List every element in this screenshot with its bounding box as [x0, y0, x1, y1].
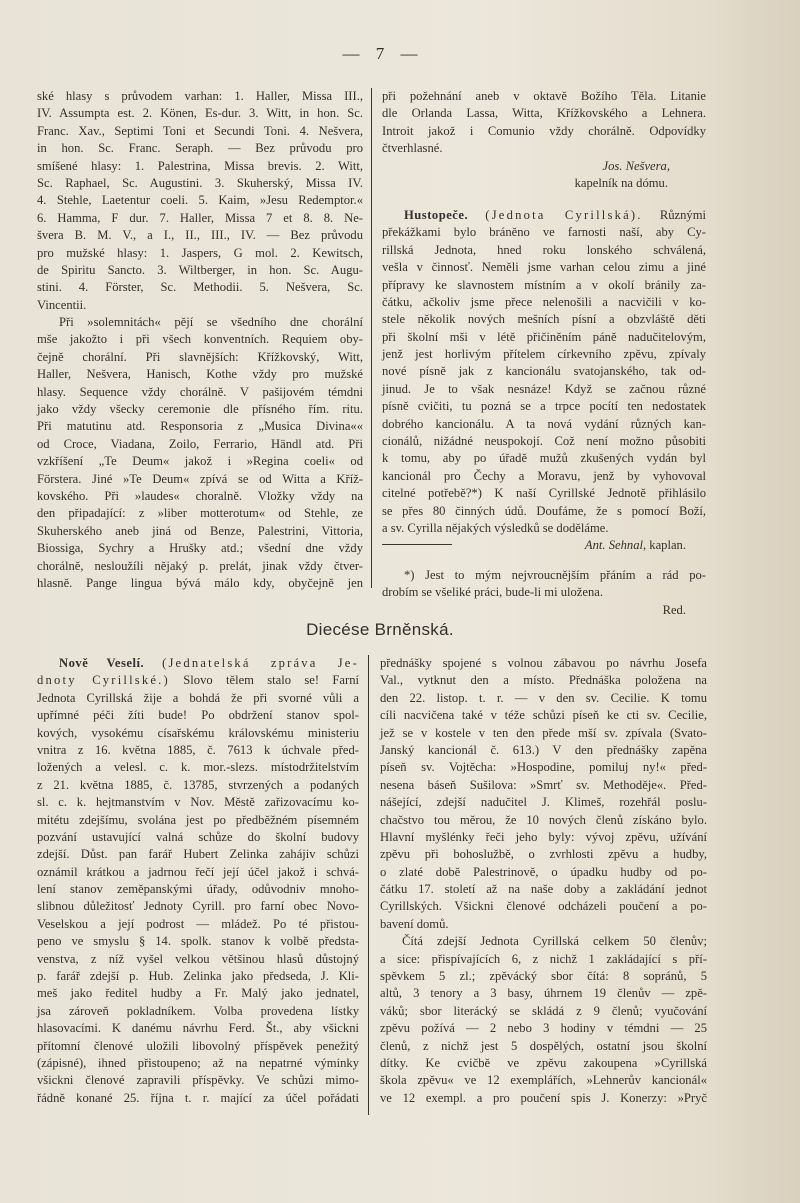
- text-line: Při matutinu atd. Responsoria z „Musica Divina««: [37, 419, 363, 434]
- text-line: vzkříšení „Te Deum« jakož i »Regina coeli« od: [37, 454, 363, 469]
- text-line: z 21. května 1885, č. 13785, stvrzených a podaných: [37, 777, 359, 792]
- text-line: při školní mši v létě přičiněním páně nadučitelovým,: [382, 329, 706, 344]
- text-line: hlasy. Sequence vždy chorálně. V pašijovém témdni: [37, 384, 363, 399]
- column-divider: [368, 655, 369, 1115]
- signature-name: Ant. Sehnal: [584, 538, 643, 553]
- text-line: váků; sbor literácký se skládá z 9 členů; vyučování: [380, 1003, 707, 1018]
- text-line: in hon. Sc. Franc. Seraph. — Bez průvodu pro: [37, 141, 363, 156]
- text-line: a sice: přispívajících 6, z nichž 1 zakládající s pří-: [380, 951, 707, 966]
- text-line: zdejší. Důst. pan farář Hubert Zelinka zahájiv schůzi: [37, 847, 359, 862]
- signature-title: kapelník na dómu.: [574, 175, 668, 190]
- text-line: jež se v kostele v ten den přede mší sv. zpívala (Svato-: [380, 725, 707, 740]
- text-line: hlasně. Pange lingua bývá málo kdy, obyčejně jen: [37, 575, 363, 590]
- text-line: a sv. Cyrilla nějakých výsledků se doděláme.: [382, 520, 609, 535]
- text-line: jsa zároveň pokladníkem. Volba provedena lístky: [37, 1003, 359, 1018]
- text-line: chačstvo tou měrou, že 10 nových členů získáno bylo.: [380, 812, 707, 827]
- text-line: Introit jakož i Comunio vždy chorálně. Odpovídky: [382, 123, 706, 138]
- text-line: pozvání ustavující valná schůze do školní budovy: [37, 829, 359, 844]
- signature-sehnal: [382, 537, 706, 554]
- article-title: Nově Veselí.: [59, 656, 145, 670]
- article-nove-veseli-first-line: [37, 655, 359, 672]
- column-divider: [371, 88, 372, 588]
- right-bottom-column: [380, 655, 707, 1107]
- text-line: bavení domů.: [380, 916, 449, 931]
- article-hustopece-first-line: [382, 207, 706, 224]
- text-line: oznámil krátkou a jadrnou řečí její účel jakož i schvá-: [37, 864, 359, 879]
- text-line: píseň sv. Vojtěcha: »Hospodine, pomiluj ny!« před-: [380, 760, 707, 775]
- text-line: IV. Assumpta est. 2. Könen, Es-dur. 3. Witt, in hon. Sc.: [37, 106, 363, 121]
- text-line: kancionál pro Čechy a Moravu, jenž by vyhovoval: [382, 468, 706, 483]
- text-line: rillská Jednota, hned roku lonského schválená,: [382, 242, 706, 257]
- text-line: (zápisné), ihned přistoupeno; až na nepatrné výminky: [37, 1055, 359, 1070]
- text-line: smíšené hlasy: 1. Palestrina, Missa brevis. 2. Witt,: [37, 158, 363, 173]
- text-line: peno ve smyslu § 14. spolk. stanov k volbě předsta-: [37, 934, 359, 949]
- text-line: lení stanov zeměpanskými úřady, odůvodniv mnoho-: [37, 882, 359, 897]
- text-line: o zlaté době Palestrinově, o úpadku hudby od po-: [380, 864, 707, 879]
- text-line: škola zpěvu« ve 12 exemplářích, »Lehnerův kancionál«: [380, 1073, 707, 1088]
- text-line: dítky. Ke cvičbě ve zpěvu zakoupena »Cyrillská: [380, 1055, 707, 1070]
- text-line: jenž jest horlivým přítelem církevního zpěvu, zpívaly: [382, 347, 706, 362]
- text-line: meš jako ředitel hudby a Fr. Malý jako jednatel,: [37, 986, 359, 1001]
- text-line: Jednota Cyrillská žije a bohdá že při svorné vůli a: [37, 690, 359, 705]
- text-line: Franc. Xav., Septimi Toni et Secundi Toni. 4. Nešvera,: [37, 123, 363, 138]
- text-line: k tomu, aby po úřadě mužů zkušených vydán byl: [382, 451, 706, 466]
- text-line: čátku, ačkoliv jsme přece nelenošili a nacvičili v ko-: [382, 294, 706, 309]
- text-line: řádně konané 25. října t. r. mající za účel pořádati: [37, 1090, 359, 1105]
- text-line: dle Orlanda Lassa, Witta, Křížkovského a Lehnera.: [382, 106, 706, 121]
- text-line: jako vždy všecky ceremonie dle přísného řím. ritu.: [37, 402, 363, 417]
- text-line: 4. Stehle, Laetentur coeli. 5. Kaim, »Jesu Redemptor.«: [37, 193, 363, 208]
- text-line-part: Slovo tělem stalo se! Farní: [183, 673, 359, 688]
- text-line: Vincentii.: [37, 297, 87, 312]
- left-bottom-column: [37, 655, 359, 1107]
- text-line: zpěvu při bohoslužbě, o zvrhlosti zpěvu a hudby,: [380, 847, 707, 862]
- article-title: Hustopeče.: [404, 207, 469, 222]
- signature-title: , kaplan.: [642, 538, 686, 553]
- text-line: Biossiga, Sychry a Hrušky atd.; všední dne vždy: [37, 541, 363, 556]
- text-line: cionálů, nižádné neuspokojí. Což není možno působiti: [382, 434, 706, 449]
- text-line: den 22. listop. t. r. — v den sv. Cecilie. K tomu: [380, 690, 707, 705]
- text-line: p. farář zdejší p. Hub. Zelinka jako předseda, J. Kli-: [37, 969, 359, 984]
- text-line: všickni členové zapravili příspěvky. Ve schůzi mimo-: [37, 1073, 359, 1088]
- text-line: stini. 4. Förster, Sc. Methodii. 5. Nešvera, Sc.: [37, 280, 363, 295]
- left-top-column: [37, 88, 363, 592]
- text-line: vnitra z 16. května 1885, č. 7613 k úchvale před-: [37, 742, 359, 757]
- text-line: chorálně, nesloužíli nějaký p. prelát, jinak vždy čtver-: [37, 558, 363, 573]
- text-line: překážkami bylo bráněno ve farnosti naší, aby Cy-: [382, 225, 706, 240]
- article-subtitle: (Jednota Cyrillská).: [485, 207, 643, 222]
- text-line: nesena báseň Sušilova: »Smrť sv. Methoděje«. Před-: [380, 777, 707, 792]
- text-line: [37, 672, 359, 689]
- text-line: ložených a velesl. c. k. mor.-slezs. místodržitelstvím: [37, 760, 359, 775]
- text-line: den připadající: z »liber motterotum« od Stehle, ze: [37, 506, 363, 521]
- text-line: nášející, zdejší nadučitel J. Klimeš, rozehřál poslu-: [380, 795, 707, 810]
- text-line: kových, vysokému císařskému královskému ministeriu: [37, 725, 359, 740]
- text-line: Hlavní myšlénky řeči jeho byly: vývoj zpěvu, užívání: [380, 829, 707, 844]
- text-line: ské hlasy s průvodem varhan: 1. Haller, Missa III.,: [37, 89, 363, 103]
- text-line: vešla v činnosť. Neměli jsme varhan celou zimu a jiné: [382, 260, 706, 275]
- text-line: Veselskou a její podrost — mládež. Po té přistou-: [37, 916, 359, 931]
- text-line: drobím se všeliké práci, bude-li mi uložena.: [382, 585, 604, 600]
- text-line: stele několik nových mešních písní a obzvláště děti: [382, 312, 706, 327]
- text-line: čátku 17. století až na naše doby a zakládání jednot: [380, 882, 707, 897]
- text-line: Různými: [659, 207, 706, 222]
- text-line: sl. c. k. hejtmanstvím v Nov. Městě zařizovacímu ko-: [37, 795, 359, 810]
- text-line: přednášky spojené s volnou zábavou po návrhu Josefa: [380, 656, 707, 670]
- right-top-column: [382, 88, 706, 619]
- text-line: nové písně jak z kancionálu svatojanského, tak od-: [382, 364, 706, 379]
- signature-nesvera: [382, 158, 706, 175]
- text-line: slibnou důležitosť Jednoty Cyrill. pro farní obec Novo-: [37, 899, 359, 914]
- text-line: 6. Hamma, F dur. 7. Haller, Missa 7 et 8. 8. Ne-: [37, 210, 363, 225]
- text-line: přítomní členové uložili libovolný příspěvek penežitý: [37, 1038, 359, 1053]
- text-line: pro mužské hlasy: 1. Jaspers, G mol. 2. Kewitsch,: [37, 245, 363, 260]
- section-heading: Diecése Brněnská.: [306, 620, 454, 639]
- text-line: dobrého kancionálu. A ta nová vydání různých kan-: [382, 416, 706, 431]
- signature-name: Jos. Nešvera,: [602, 158, 670, 173]
- text-line: přípravy ke slavnostem místním a v okolí bránily za-: [382, 277, 706, 292]
- text-line: venstva, z níž vyšel velkou většinou hlasů důstojný: [37, 951, 359, 966]
- footnote-rule: [382, 544, 452, 545]
- text-line: čtverhlasné.: [382, 141, 443, 156]
- text-line: citelné potřebě?*) K naší Cyrillské Jednotě přihlásilo: [382, 486, 706, 501]
- text-line: ve 12 exempl. a pro poučení spis J. Konerzy: »Pryč: [380, 1090, 707, 1105]
- text-line: čejně chorální. Při slavnějších: Křížkovský, Witt,: [37, 349, 363, 364]
- text-line: Förstera. Jiné »Te Deum« zpívá se od Witta a Kříž-: [37, 471, 363, 486]
- text-line: Janský kancionál č. 613.) V den přednášky zapěna: [380, 742, 707, 757]
- text-line: Čítá zdejší Jednota Cyrillská celkem 50 členův;: [402, 934, 707, 949]
- text-line: spěvkem 5 zl.; zpěvácký sbor čítá: 8 sopránů, 5: [380, 969, 707, 984]
- text-line: de Spiritu Sancto. 3. Wiltberger, in hon. Sc. Augu-: [37, 262, 363, 277]
- text-line: Haller, Nešvera, Hanisch, Kothe vždy pro mužské: [37, 367, 363, 382]
- text-line: se přes 80 činných údů. Doufáme, že s pomocí Boží,: [382, 503, 706, 518]
- article-subtitle: (Jednatelská zpráva Je-: [162, 656, 359, 670]
- text-line: mitétu zdejšímu, svolána jest po předběžném písemném: [37, 812, 359, 827]
- text-line: Sc. Raphael, Sc. Augustini. 3. Skuherský, Missa IV.: [37, 175, 363, 190]
- text-line: altů, 3 tenory a 3 basy, úhrnem 19 členův — zpě-: [380, 986, 707, 1001]
- text-line: kovského. Při »laudes« choralně. Vložky vždy na: [37, 488, 363, 503]
- text-line: hlasovacími. K danému návrhu Ferd. Št., aby všickni: [37, 1021, 359, 1036]
- text-line: Skuherského aneb jiná od Benze, Palestrini, Vittoria,: [37, 523, 363, 538]
- text-line: Při »solemnitách« pějí se všedního dne chorální: [59, 315, 363, 330]
- text-line: zpěvu požívá — 2 nebo 3 hodiny v témdni — 25: [380, 1021, 707, 1036]
- page-number: — 7 —: [342, 44, 424, 63]
- text-line: od Croce, Viadana, Zoilo, Ferrario, Händl atd. Při: [37, 436, 363, 451]
- text-line: upřímné péči žíti bude! Po obdržení stanov spol-: [37, 708, 359, 723]
- text-line: při požehnání aneb v oktavě Božího Těla. Litanie: [382, 89, 706, 103]
- text-line: písně cvičiti, tu pozná se a trpce pocítí ten nedostatek: [382, 399, 706, 414]
- article-subtitle-cont: dnoty Cyrillské.): [37, 673, 170, 688]
- text-line: jinud. Je to však nesnáze! Když se začnou různé: [382, 381, 706, 396]
- footnote-sign: Red.: [662, 602, 686, 617]
- text-line: Cyrillských. Všickni členové odcházeli poučení a po-: [380, 899, 707, 914]
- text-line: Val., vytknut den a místo. Přednáška položena na: [380, 673, 707, 688]
- text-line: švera B. M. V., a I., II., III., IV. — Bez průvodu: [37, 228, 363, 243]
- text-line: mše jakožto i při všech konventních. Requiem oby-: [37, 332, 363, 347]
- text-line: *) Jest to mým nejvroucnějším přáním a rád po-: [404, 567, 706, 582]
- text-line: členů, z nichž jest 5 dospělých, ostatní jsou školní: [380, 1038, 707, 1053]
- text-line: cíli nacvičena také v téže schůzi píseň ke cti sv. Cecilie,: [380, 708, 707, 723]
